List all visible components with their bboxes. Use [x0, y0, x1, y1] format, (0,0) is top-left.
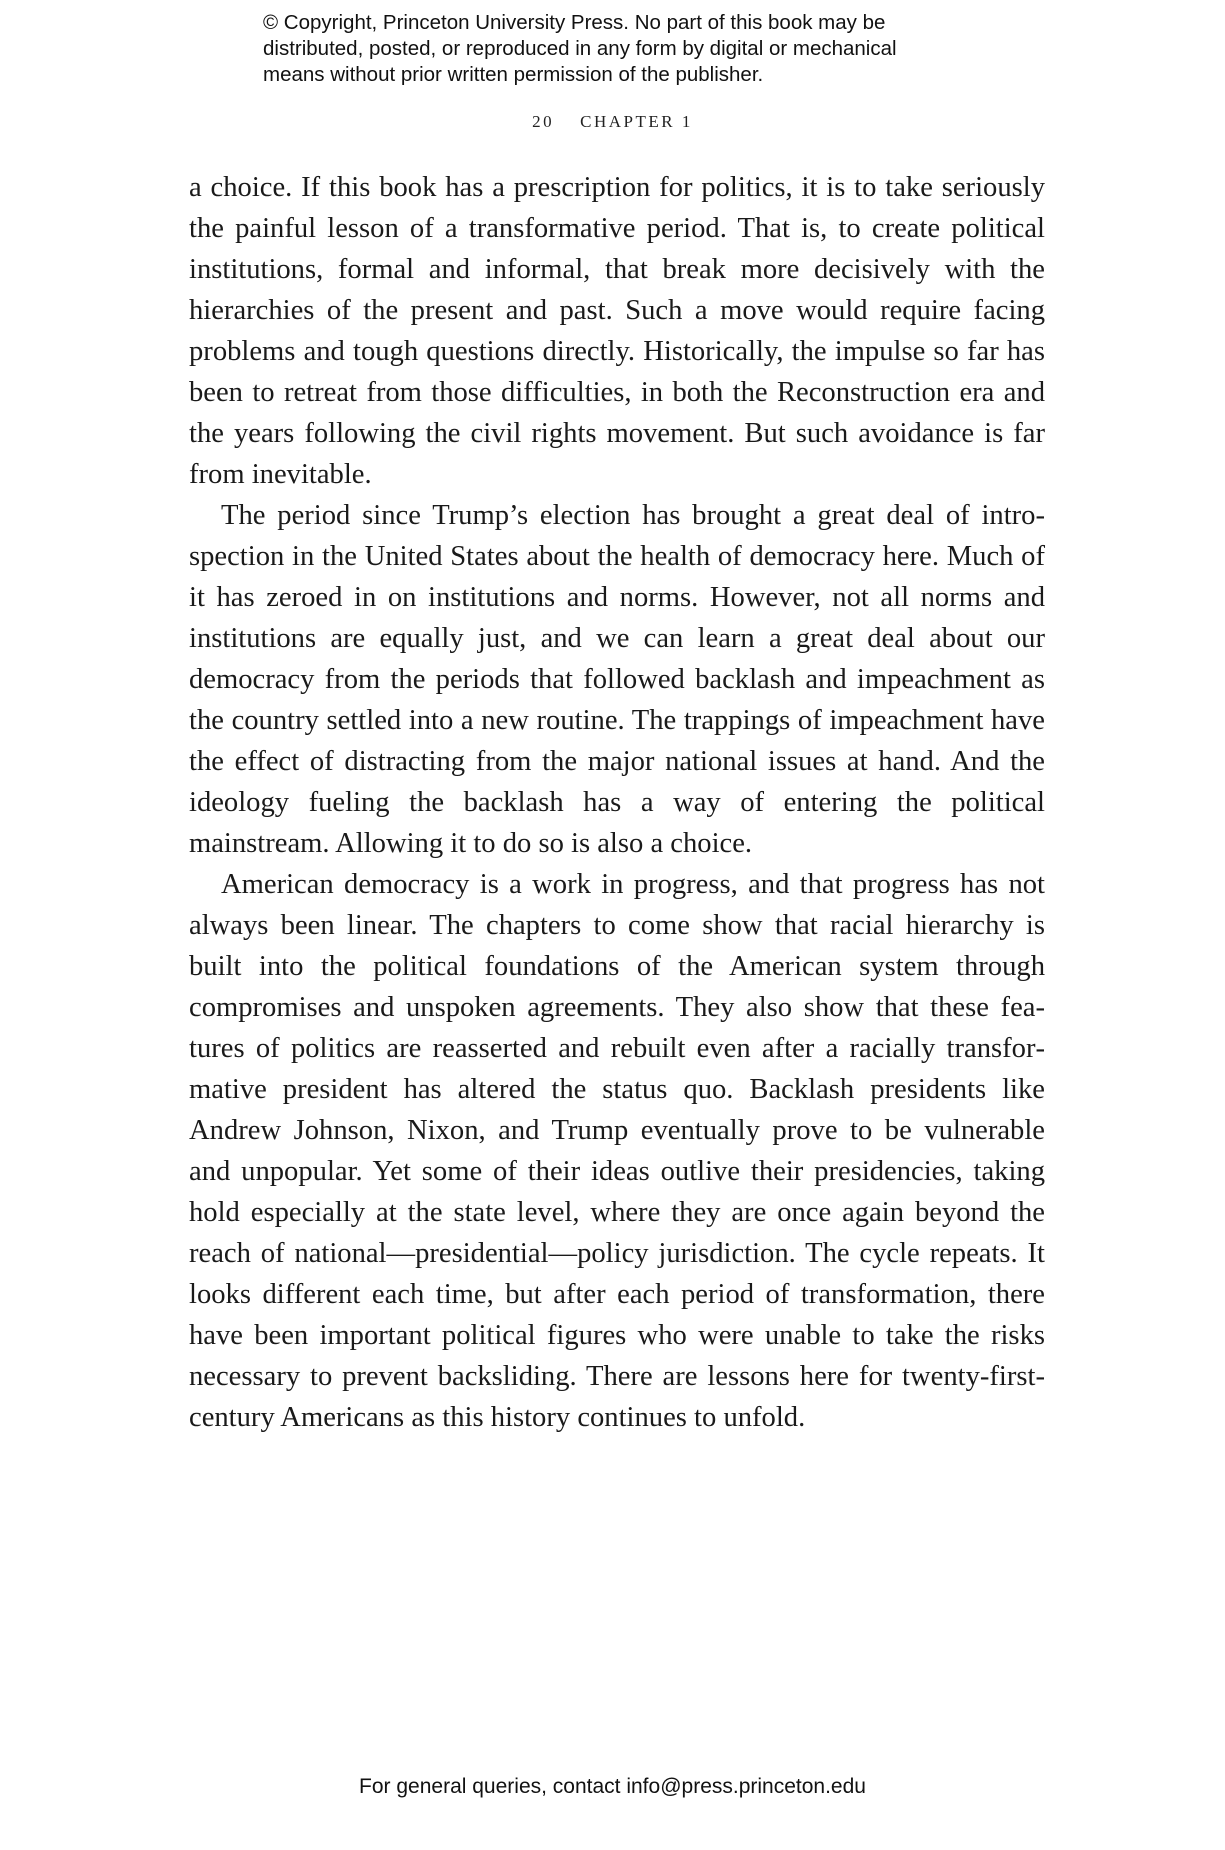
page-number: 20	[532, 112, 555, 131]
footer-contact: For general queries, contact info@press.princeton.edu	[359, 1775, 866, 1798]
copyright-line: distributed, posted, or reproduced in any form by digital or mechanical	[263, 37, 897, 60]
paragraph: American democracy is a work in progress, and that progress has not always been linear. The chapters to come show that racial hierarchy is built into the political foundations of the American system through compromises and unspoken agreements. They also show that these features of politics are reasserted and rebuilt even after a racially transformative president has altered the status quo. Backlash presidents like Andrew Johnson, Nixon, and Trump eventually prove to be vulnerable and unpopular. Yet some of their ideas outlive their presidencies, taking hold especially at the state level, where they are once again beyond the reach of national—presidential—policy jurisdiction. The cycle repeats. It looks different each time, but after each period of transformation, there have been important political figures who were unable to take the risks necessary to prevent backsliding. There are lessons here for twenty-first-century Americans as this history continues to unfold.	[189, 869, 1045, 1433]
copyright-line: means without prior written permission of the publisher.	[263, 63, 764, 86]
body-text	[189, 167, 1045, 1438]
copyright-notice	[263, 10, 1023, 88]
paragraph: a choice. If this book has a prescription for politics, it is to take seriously the painful lesson of a transformative period. That is, to create political institutions, formal and informal, that break more decisively with the hierarchies of the present and past. Such a move would require facing problems and tough questions directly. Historically, the impulse so far has been to retreat from those difficulties, in both the Reconstruction era and the years following the civil rights movement. But such avoidance is far from inevitable.	[189, 172, 1045, 490]
paragraph: The period since Trump’s election has brought a great deal of introspection in the United States about the health of democracy here. Much of it has zeroed in on institutions and norms. However, not all norms and institutions are equally just, and we can learn a great deal about our democracy from the periods that followed backlash and impeachment as the country settled into a new routine. The trappings of impeachment have the effect of distracting from the major national issues at hand. And the ideology fueling the backlash has a way of entering the political mainstream. Allowing it to do so is also a choice.	[189, 500, 1045, 859]
chapter-label: CHAPTER 1	[580, 112, 693, 131]
running-head	[0, 112, 1225, 132]
copyright-line: © Copyright, Princeton University Press. No part of this book may be	[263, 11, 886, 34]
